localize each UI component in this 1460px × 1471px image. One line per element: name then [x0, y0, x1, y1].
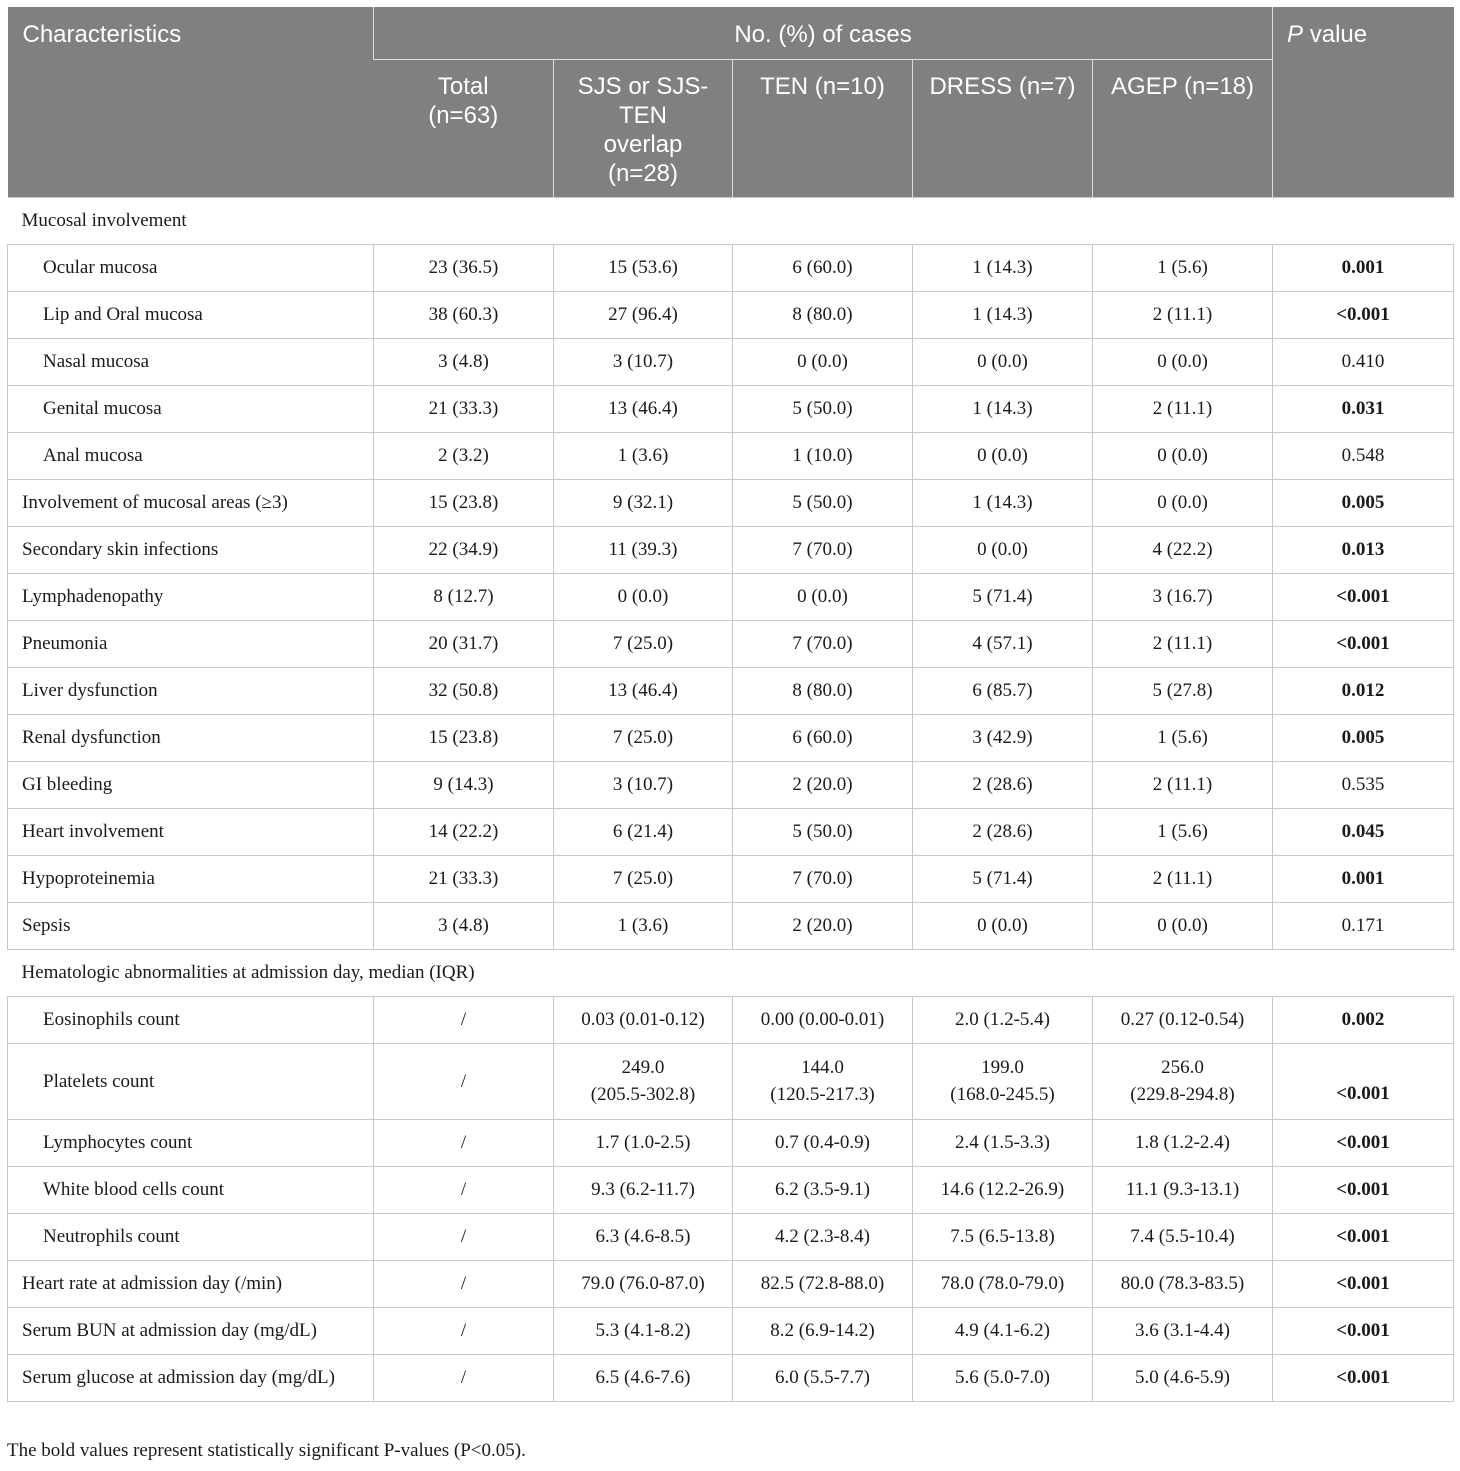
row-label: Genital mucosa [8, 385, 374, 432]
sjs-cell: 6.3 (4.6-8.5) [554, 1213, 733, 1260]
agep-cell: 3 (16.7) [1093, 573, 1273, 620]
dress-cell: 5 (71.4) [913, 573, 1093, 620]
agep-cell: 0 (0.0) [1093, 479, 1273, 526]
agep-cell: 3.6 (3.1-4.4) [1093, 1307, 1273, 1354]
cell-line: (229.8-294.8) [1130, 1084, 1235, 1105]
ten-cell: 0.7 (0.4-0.9) [733, 1119, 913, 1166]
ten-cell: 5 (50.0) [733, 385, 913, 432]
sjs-cell: 9.3 (6.2-11.7) [554, 1166, 733, 1213]
dress-cell: 1 (14.3) [913, 291, 1093, 338]
row-label: Pneumonia [8, 620, 374, 667]
p-value-cell: 0.013 [1273, 526, 1454, 573]
section-row [8, 197, 1454, 244]
p-value-word: value [1303, 21, 1368, 48]
table-row [8, 808, 1454, 855]
p-value-cell: <0.001 [1273, 1119, 1454, 1166]
dress-cell: 0 (0.0) [913, 526, 1093, 573]
table-row [8, 996, 1454, 1043]
cell-line: (205.5-302.8) [590, 1084, 696, 1105]
p-value-cell: 0.535 [1273, 761, 1454, 808]
total-cell: / [374, 1119, 554, 1166]
total-cell: 38 (60.3) [374, 291, 554, 338]
table-row [8, 1043, 1454, 1119]
table-row [8, 1119, 1454, 1166]
total-cell: 21 (33.3) [374, 385, 554, 432]
header-line: overlap [603, 130, 683, 158]
ten-cell: 8 (80.0) [733, 667, 913, 714]
header-dress [913, 59, 1093, 197]
p-value-cell: <0.001 [1273, 1354, 1454, 1401]
agep-cell: 2 (11.1) [1093, 385, 1273, 432]
agep-cell: 2 (11.1) [1093, 620, 1273, 667]
table-row [8, 479, 1454, 526]
header-line: TEN (n=10) [760, 72, 885, 100]
sjs-cell: 6 (21.4) [554, 808, 733, 855]
dress-cell [913, 1043, 1093, 1119]
row-label: Ocular mucosa [8, 244, 374, 291]
row-label: Lymphadenopathy [8, 573, 374, 620]
p-value-cell: 0.002 [1273, 996, 1454, 1043]
table-row [8, 902, 1454, 949]
total-cell: 2 (3.2) [374, 432, 554, 479]
table-row [8, 291, 1454, 338]
dress-cell: 0 (0.0) [913, 902, 1093, 949]
row-label: Lip and Oral mucosa [8, 291, 374, 338]
ten-cell: 0 (0.0) [733, 338, 913, 385]
p-value-cell: 0.410 [1273, 338, 1454, 385]
ten-cell: 7 (70.0) [733, 526, 913, 573]
table-row [8, 855, 1454, 902]
table-row [8, 667, 1454, 714]
agep-cell: 4 (22.2) [1093, 526, 1273, 573]
header-characteristics: Characteristics [8, 7, 374, 197]
cell-line: 256.0 [1161, 1057, 1204, 1078]
total-cell: / [374, 1307, 554, 1354]
sjs-cell: 13 (46.4) [554, 385, 733, 432]
agep-cell: 7.4 (5.5-10.4) [1093, 1213, 1273, 1260]
sjs-cell: 6.5 (4.6-7.6) [554, 1354, 733, 1401]
p-value-cell: <0.001 [1273, 573, 1454, 620]
total-cell: 32 (50.8) [374, 667, 554, 714]
dress-cell: 7.5 (6.5-13.8) [913, 1213, 1093, 1260]
agep-cell: 0 (0.0) [1093, 338, 1273, 385]
sjs-cell: 79.0 (76.0-87.0) [554, 1260, 733, 1307]
cell-line: (120.5-217.3) [770, 1084, 875, 1105]
dress-cell: 4 (57.1) [913, 620, 1093, 667]
p-value-cell: 0.171 [1273, 902, 1454, 949]
ten-cell: 6 (60.0) [733, 244, 913, 291]
row-label: GI bleeding [8, 761, 374, 808]
agep-cell: 1 (5.6) [1093, 244, 1273, 291]
total-cell: 3 (4.8) [374, 902, 554, 949]
ten-cell: 82.5 (72.8-88.0) [733, 1260, 913, 1307]
total-cell: 21 (33.3) [374, 855, 554, 902]
total-cell: 15 (23.8) [374, 479, 554, 526]
table-row [8, 1213, 1454, 1260]
dress-cell: 78.0 (78.0-79.0) [913, 1260, 1093, 1307]
ten-cell: 8 (80.0) [733, 291, 913, 338]
agep-cell: 2 (11.1) [1093, 761, 1273, 808]
total-cell: 20 (31.7) [374, 620, 554, 667]
sjs-cell [554, 1043, 733, 1119]
dress-cell: 3 (42.9) [913, 714, 1093, 761]
p-value-cell: <0.001 [1273, 1307, 1454, 1354]
table-row [8, 714, 1454, 761]
p-value-cell: 0.548 [1273, 432, 1454, 479]
row-label: Involvement of mucosal areas (≥3) [8, 479, 374, 526]
table-container [7, 7, 1453, 1402]
header-total [374, 59, 554, 197]
row-label: Sepsis [8, 902, 374, 949]
header-line: (n=63) [428, 101, 499, 129]
section-label: Mucosal involvement [8, 197, 1454, 244]
header-line: Total [437, 72, 489, 100]
agep-cell: 5.0 (4.6-5.9) [1093, 1354, 1273, 1401]
cell-line: (168.0-245.5) [950, 1084, 1055, 1105]
row-label: Neutrophils count [8, 1213, 374, 1260]
ten-cell: 6.0 (5.5-7.7) [733, 1354, 913, 1401]
header-line: DRESS (n=7) [929, 72, 1076, 100]
sjs-cell: 5.3 (4.1-8.2) [554, 1307, 733, 1354]
ten-cell: 0 (0.0) [733, 573, 913, 620]
sjs-cell: 0 (0.0) [554, 573, 733, 620]
header-line: (n=28) [607, 159, 679, 187]
table-row [8, 761, 1454, 808]
agep-cell: 1 (5.6) [1093, 808, 1273, 855]
footnote: The bold values represent statistically significant P-values (P<0.05). [7, 1440, 526, 1461]
agep-cell [1093, 1043, 1273, 1119]
dress-cell: 5 (71.4) [913, 855, 1093, 902]
dress-cell: 1 (14.3) [913, 244, 1093, 291]
total-cell: / [374, 996, 554, 1043]
ten-cell: 7 (70.0) [733, 620, 913, 667]
sjs-cell: 13 (46.4) [554, 667, 733, 714]
header-agep [1093, 59, 1273, 197]
sjs-cell: 7 (25.0) [554, 714, 733, 761]
p-value-cell: 0.045 [1273, 808, 1454, 855]
agep-cell: 1.8 (1.2-2.4) [1093, 1119, 1273, 1166]
ten-cell: 2 (20.0) [733, 902, 913, 949]
dress-cell: 0 (0.0) [913, 432, 1093, 479]
ten-cell: 1 (10.0) [733, 432, 913, 479]
ten-cell: 6 (60.0) [733, 714, 913, 761]
cell-line: 249.0 [621, 1057, 665, 1078]
row-label: Liver dysfunction [8, 667, 374, 714]
row-label: Lymphocytes count [8, 1119, 374, 1166]
section-label: Hematologic abnormalities at admission day, median (IQR) [8, 949, 1454, 996]
sjs-cell: 3 (10.7) [554, 761, 733, 808]
p-value-cell: 0.001 [1273, 855, 1454, 902]
total-cell: / [374, 1354, 554, 1401]
total-cell: 9 (14.3) [374, 761, 554, 808]
total-cell: 23 (36.5) [374, 244, 554, 291]
total-cell: / [374, 1260, 554, 1307]
header-p-value [1273, 7, 1454, 197]
table-row [8, 432, 1454, 479]
row-label: Serum BUN at admission day (mg/dL) [8, 1307, 374, 1354]
total-cell: / [374, 1213, 554, 1260]
agep-cell: 0 (0.0) [1093, 902, 1273, 949]
dress-cell: 14.6 (12.2-26.9) [913, 1166, 1093, 1213]
header-line: SJS or SJS- [577, 72, 709, 100]
ten-cell: 8.2 (6.9-14.2) [733, 1307, 913, 1354]
ten-cell: 5 (50.0) [733, 808, 913, 855]
dress-cell: 2.0 (1.2-5.4) [913, 996, 1093, 1043]
sjs-cell: 27 (96.4) [554, 291, 733, 338]
table-row [8, 244, 1454, 291]
sjs-cell: 11 (39.3) [554, 526, 733, 573]
p-value-cell: <0.001 [1273, 291, 1454, 338]
table-row [8, 573, 1454, 620]
p-value-cell: <0.001 [1273, 1043, 1454, 1119]
cell-line: 144.0 [801, 1057, 844, 1078]
ten-cell: 7 (70.0) [733, 855, 913, 902]
table-row [8, 1260, 1454, 1307]
header-line: TEN [619, 101, 667, 129]
sjs-cell: 1.7 (1.0-2.5) [554, 1119, 733, 1166]
dress-cell: 2 (28.6) [913, 808, 1093, 855]
sjs-cell: 0.03 (0.01-0.12) [554, 996, 733, 1043]
ten-cell: 5 (50.0) [733, 479, 913, 526]
p-letter: P [1287, 21, 1304, 48]
ten-cell: 6.2 (3.5-9.1) [733, 1166, 913, 1213]
header-sjs [554, 59, 733, 197]
p-value-cell: <0.001 [1273, 1260, 1454, 1307]
p-value-cell: <0.001 [1273, 1213, 1454, 1260]
sjs-cell: 3 (10.7) [554, 338, 733, 385]
characteristics-table [7, 7, 1454, 1402]
dress-cell: 4.9 (4.1-6.2) [913, 1307, 1093, 1354]
agep-cell: 5 (27.8) [1093, 667, 1273, 714]
header-ten [733, 59, 913, 197]
sjs-cell: 15 (53.6) [554, 244, 733, 291]
row-label: White blood cells count [8, 1166, 374, 1213]
table-row [8, 1354, 1454, 1401]
sjs-cell: 9 (32.1) [554, 479, 733, 526]
agep-cell: 1 (5.6) [1093, 714, 1273, 761]
row-label: Hypoproteinemia [8, 855, 374, 902]
table-row [8, 1166, 1454, 1213]
section-row [8, 949, 1454, 996]
p-value-cell: <0.001 [1273, 620, 1454, 667]
dress-cell: 1 (14.3) [913, 479, 1093, 526]
cell-line: 199.0 [981, 1057, 1024, 1078]
row-label: Eosinophils count [8, 996, 374, 1043]
row-label: Platelets count [8, 1043, 374, 1119]
total-cell: / [374, 1166, 554, 1213]
dress-cell: 2.4 (1.5-3.3) [913, 1119, 1093, 1166]
p-value-cell: 0.012 [1273, 667, 1454, 714]
table-row [8, 620, 1454, 667]
p-value-cell: <0.001 [1273, 1166, 1454, 1213]
ten-cell: 0.00 (0.00-0.01) [733, 996, 913, 1043]
row-label: Heart rate at admission day (/min) [8, 1260, 374, 1307]
row-label: Nasal mucosa [8, 338, 374, 385]
table-row [8, 338, 1454, 385]
sjs-cell: 1 (3.6) [554, 432, 733, 479]
table-row [8, 526, 1454, 573]
total-cell: 14 (22.2) [374, 808, 554, 855]
total-cell: 22 (34.9) [374, 526, 554, 573]
agep-cell: 2 (11.1) [1093, 855, 1273, 902]
dress-cell: 0 (0.0) [913, 338, 1093, 385]
total-cell: 15 (23.8) [374, 714, 554, 761]
header-group-cases: No. (%) of cases [374, 7, 1273, 59]
agep-cell: 0.27 (0.12-0.54) [1093, 996, 1273, 1043]
total-cell: 8 (12.7) [374, 573, 554, 620]
table-row [8, 385, 1454, 432]
total-cell: / [374, 1043, 554, 1119]
header-line: AGEP (n=18) [1111, 72, 1254, 100]
agep-cell: 11.1 (9.3-13.1) [1093, 1166, 1273, 1213]
row-label: Secondary skin infections [8, 526, 374, 573]
total-cell: 3 (4.8) [374, 338, 554, 385]
p-value-cell: 0.001 [1273, 244, 1454, 291]
agep-cell: 2 (11.1) [1093, 291, 1273, 338]
agep-cell: 0 (0.0) [1093, 432, 1273, 479]
dress-cell: 6 (85.7) [913, 667, 1093, 714]
dress-cell: 1 (14.3) [913, 385, 1093, 432]
ten-cell: 2 (20.0) [733, 761, 913, 808]
row-label: Renal dysfunction [8, 714, 374, 761]
p-value-cell: 0.031 [1273, 385, 1454, 432]
sjs-cell: 1 (3.6) [554, 902, 733, 949]
row-label: Heart involvement [8, 808, 374, 855]
dress-cell: 2 (28.6) [913, 761, 1093, 808]
sjs-cell: 7 (25.0) [554, 855, 733, 902]
row-label: Serum glucose at admission day (mg/dL) [8, 1354, 374, 1401]
row-label: Anal mucosa [8, 432, 374, 479]
sjs-cell: 7 (25.0) [554, 620, 733, 667]
ten-cell [733, 1043, 913, 1119]
p-value-cell: 0.005 [1273, 714, 1454, 761]
table-row [8, 1307, 1454, 1354]
p-value-cell: 0.005 [1273, 479, 1454, 526]
ten-cell: 4.2 (2.3-8.4) [733, 1213, 913, 1260]
agep-cell: 80.0 (78.3-83.5) [1093, 1260, 1273, 1307]
dress-cell: 5.6 (5.0-7.0) [913, 1354, 1093, 1401]
